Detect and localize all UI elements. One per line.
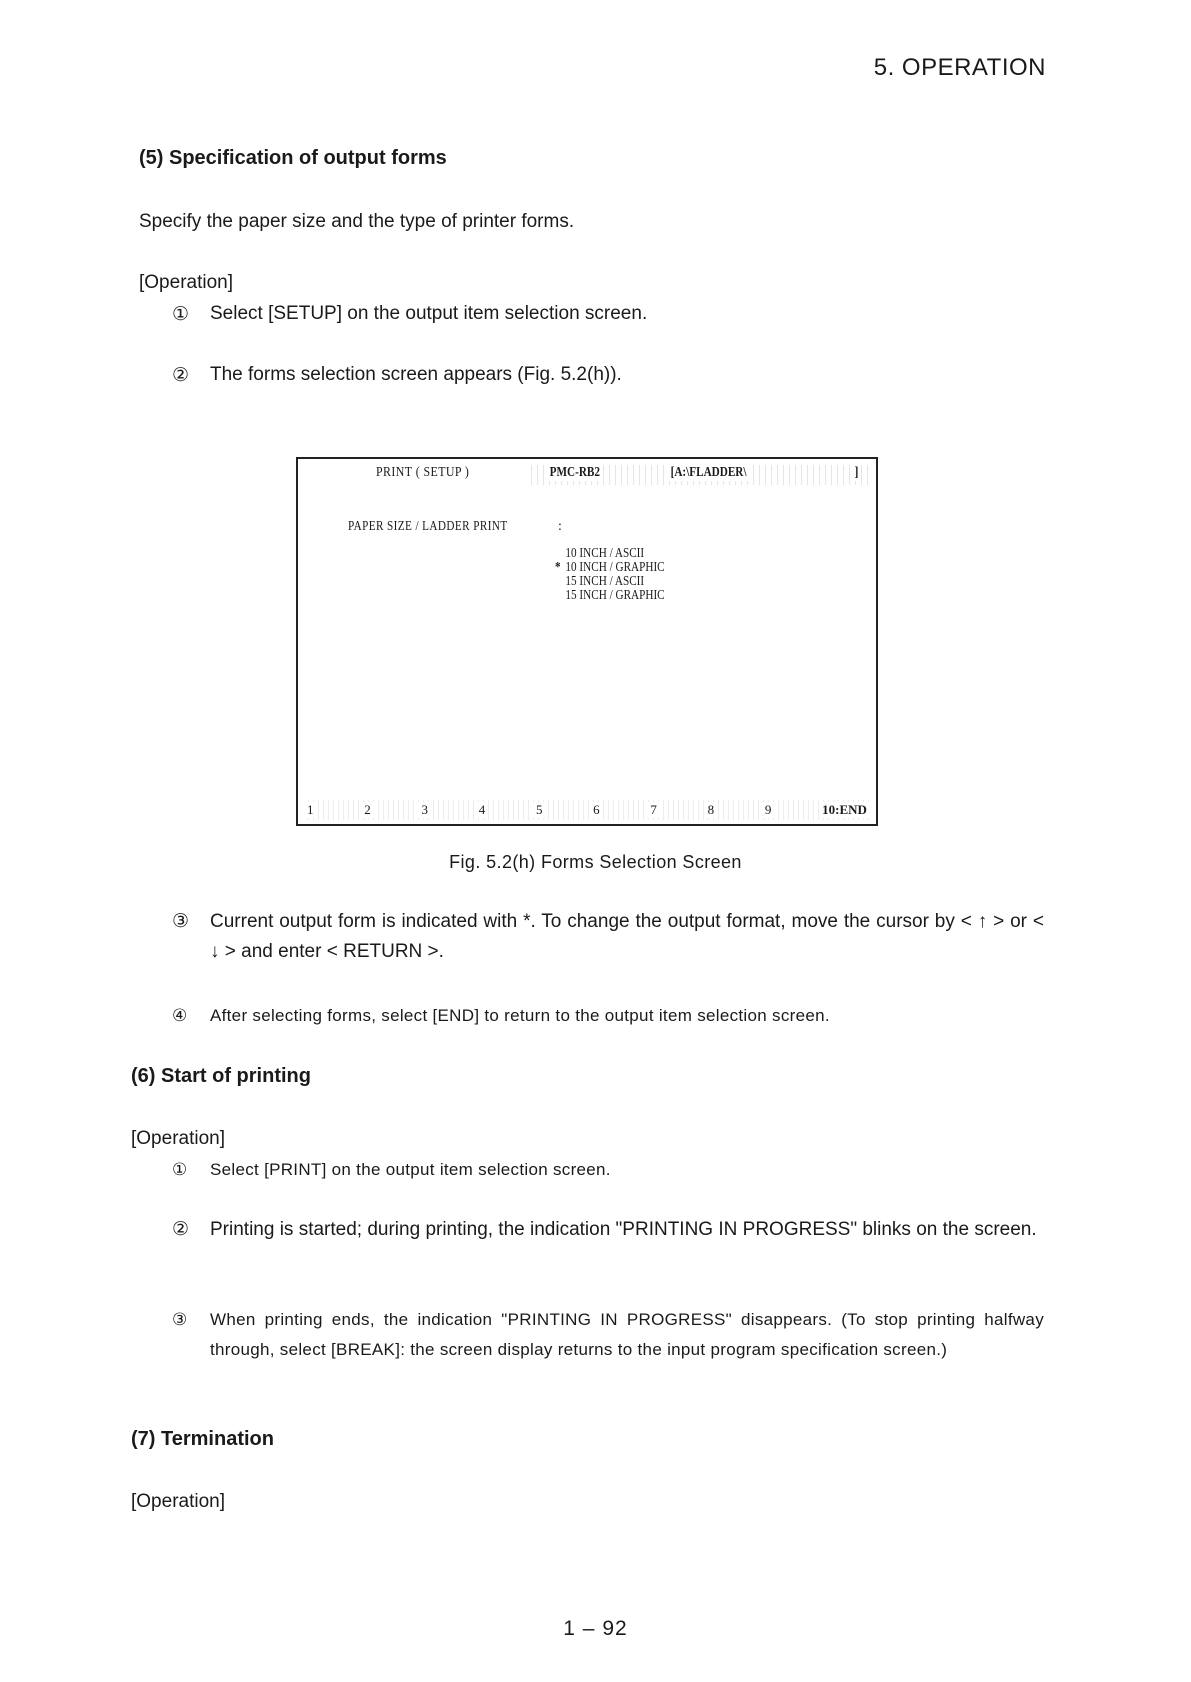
fkey-1[interactable]: 1 <box>304 802 317 818</box>
step-text: After selecting forms, select [END] to return to the output item selection screen. <box>210 1006 830 1025</box>
page-number: 1 – 92 <box>563 1617 628 1640</box>
section-5-operation-label: [Operation] <box>139 272 233 293</box>
option-15-inch-ascii[interactable] <box>555 575 665 589</box>
selection-mark: * <box>555 560 561 575</box>
selection-mark <box>555 575 565 589</box>
step-number: ① <box>172 304 190 325</box>
step-text: Select [PRINT] on the output item selection screen. <box>210 1160 611 1179</box>
step-number: ② <box>172 365 190 386</box>
ladder-path: [A:\FLADDER\ <box>670 465 747 480</box>
section-5-step-3 <box>172 907 1044 967</box>
option-label: 10 INCH / ASCII <box>565 546 645 561</box>
chapter-header: 5. OPERATION <box>873 54 1046 81</box>
section-7-heading: (7) Termination <box>131 1428 274 1450</box>
system-name: PMC-RB2 <box>549 465 600 480</box>
section-7-operation-label: [Operation] <box>131 1491 225 1512</box>
fkey-2[interactable]: 2 <box>361 802 374 818</box>
option-label: 10 INCH / GRAPHIC <box>565 560 665 575</box>
step-number: ③ <box>172 911 190 932</box>
section-5-heading: (5) Specification of output forms <box>139 147 447 169</box>
fkey-3[interactable]: 3 <box>418 802 431 818</box>
selection-mark <box>555 547 565 561</box>
paper-size-options <box>555 547 692 603</box>
paper-size-colon: : <box>558 519 562 534</box>
function-key-bar <box>304 800 870 820</box>
fkey-7[interactable]: 7 <box>647 802 660 818</box>
step-text: Current output form is indicated with *. To change the output format, move the cursor by < ↑ > or < ↓ > and enter < RETURN >. <box>210 911 1044 962</box>
step-text: The forms selection screen appears (Fig. 5.2(h)). <box>210 364 622 385</box>
section-6-step-2 <box>172 1215 1044 1245</box>
fkey-5[interactable]: 5 <box>533 802 546 818</box>
section-6-step-1 <box>172 1160 611 1180</box>
fkey-4[interactable]: 4 <box>476 802 489 818</box>
section-6-operation-label: [Operation] <box>131 1128 225 1149</box>
forms-selection-screen <box>296 457 878 826</box>
step-number: ② <box>172 1219 190 1240</box>
section-6-step-3 <box>172 1305 1044 1365</box>
option-15-inch-graphic[interactable] <box>555 589 665 603</box>
paper-size-label: PAPER SIZE / LADDER PRINT <box>348 519 508 534</box>
option-label: 15 INCH / GRAPHIC <box>565 588 665 603</box>
option-10-inch-ascii[interactable] <box>555 547 665 561</box>
step-text: Printing is started; during printing, the indication "PRINTING IN PROGRESS" blinks on the screen. <box>210 1219 1037 1240</box>
screen-system-bar <box>526 465 871 485</box>
selection-mark <box>555 589 565 603</box>
fkey-9[interactable]: 9 <box>762 802 775 818</box>
fkey-6[interactable]: 6 <box>590 802 603 818</box>
step-number: ④ <box>172 1006 188 1025</box>
section-5-step-2 <box>172 364 622 387</box>
section-5-step-1 <box>172 303 647 326</box>
option-10-inch-graphic[interactable] <box>555 561 665 575</box>
step-text: Select [SETUP] on the output item selection screen. <box>210 303 648 324</box>
section-5-intro: Specify the paper size and the type of printer forms. <box>139 211 575 232</box>
section-6-heading: (6) Start of printing <box>131 1065 311 1087</box>
fkey-10-end[interactable]: 10:END <box>819 802 870 818</box>
ladder-path-end: ] <box>854 465 859 480</box>
fkey-8[interactable]: 8 <box>705 802 718 818</box>
section-5-step-4 <box>172 1006 830 1026</box>
step-number: ③ <box>172 1310 188 1329</box>
figure-caption: Fig. 5.2(h) Forms Selection Screen <box>449 852 742 872</box>
option-label: 15 INCH / ASCII <box>565 574 645 589</box>
step-text: When printing ends, the indication "PRINTING IN PROGRESS" disappears. (To stop printing halfway through, select [BREAK]: the screen display returns to the input program specification screen.) <box>210 1310 1044 1359</box>
screen-title: PRINT ( SETUP ) <box>376 465 470 480</box>
step-number: ① <box>172 1160 188 1179</box>
